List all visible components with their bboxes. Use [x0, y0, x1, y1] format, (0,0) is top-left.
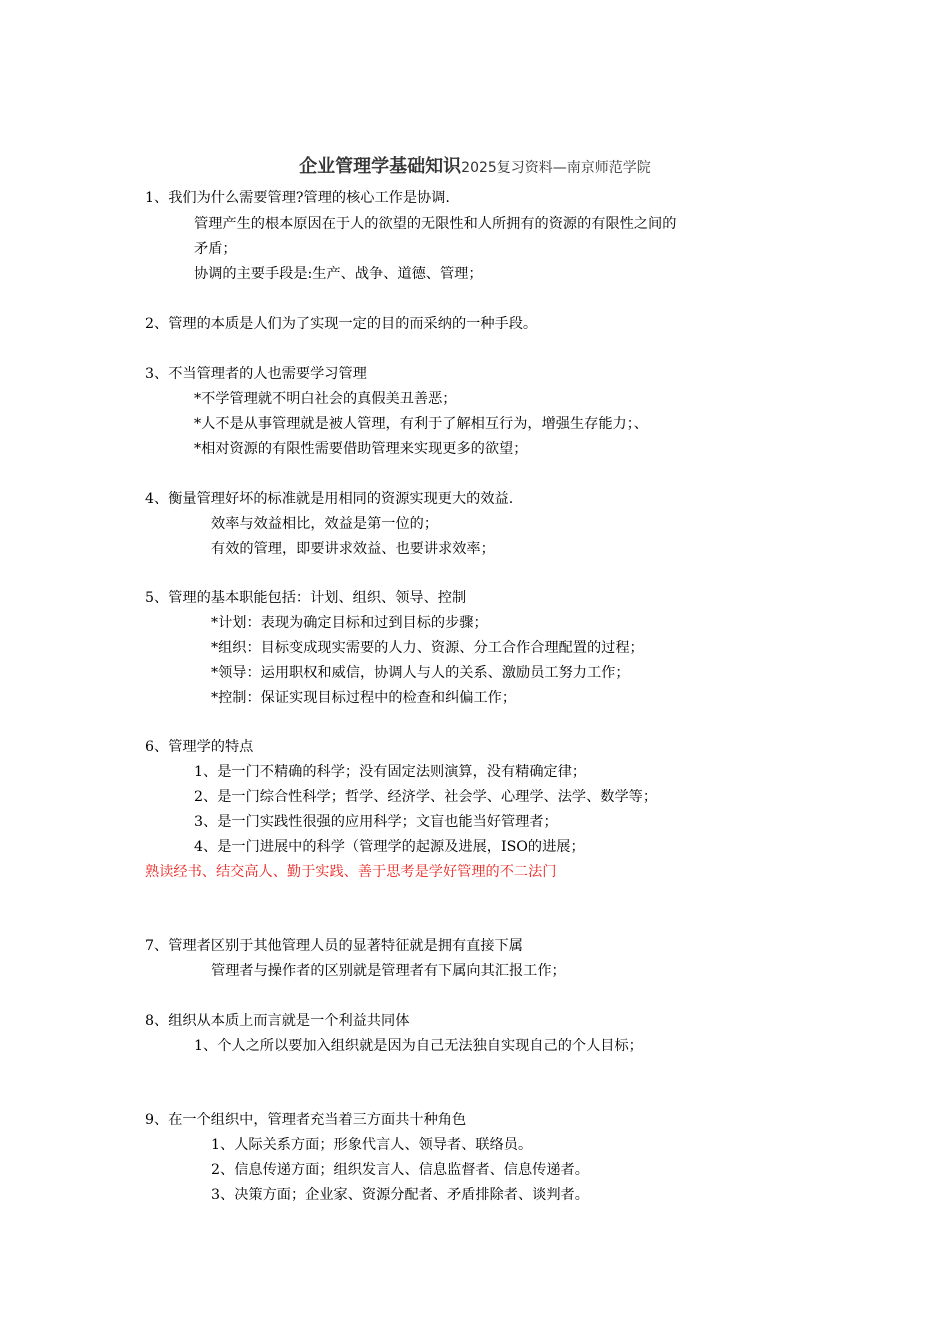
- section-1-text: 管理产生的根本原因在于人的欲望的无限性和人所拥有的资源的有限性之间的: [194, 216, 677, 232]
- section-7-text: 管理者与操作者的区别就是管理者有下属向其汇报工作；: [211, 963, 566, 979]
- section-1-text: 矛盾；: [194, 241, 237, 257]
- section-3-bullet: *相对资源的有限性需要借助管理来实现更多的欲望；: [194, 441, 528, 457]
- section-3-bullet: *不学管理就不明白社会的真假美丑善恶；: [194, 391, 457, 407]
- highlight-note: 熟读经书、结交高人、勤于实践、善于思考是学好管理的不二法门: [145, 864, 557, 880]
- section-7-heading: 7、管理者区别于其他管理人员的显著特征就是拥有直接下属: [145, 938, 523, 954]
- section-9-item: 1、人际关系方面；形象代言人、领导者、联络员。: [211, 1137, 533, 1153]
- title-main: 企业管理学基础知识: [299, 156, 462, 177]
- section-9-heading: 9、在一个组织中，管理者充当着三方面共十种角色: [145, 1112, 467, 1128]
- section-3-bullet: *人不是从事管理就是被人管理，有利于了解相互行为，增强生存能力；、: [194, 416, 648, 432]
- section-1-heading: 1、我们为什么需要管理?管理的核心工作是协调.: [145, 190, 450, 206]
- section-5-bullet: *领导：运用职权和威信，协调人与人的关系、激励员工努力工作；: [211, 665, 630, 681]
- section-5-bullet: *组织：目标变成现实需要的人力、资源、分工合作合理配置的过程；: [211, 640, 644, 656]
- section-9-item: 3、决策方面；企业家、资源分配者、矛盾排除者、谈判者。: [211, 1187, 589, 1203]
- section-5-bullet: *控制：保证实现目标过程中的检查和纠偏工作；: [211, 690, 517, 706]
- section-4-text: 有效的管理，即要讲求效益、也要讲求效率；: [211, 541, 495, 557]
- document-title: [0, 152, 950, 178]
- title-sub: 2025复习资料—南京师范学院: [461, 160, 651, 176]
- section-6-item: 3、是一门实践性很强的应用科学；文盲也能当好管理者；: [194, 814, 558, 830]
- section-4-text: 效率与效益相比，效益是第一位的；: [211, 516, 439, 532]
- section-2-heading: 2、管理的本质是人们为了实现一定的目的而采纳的一种手段。: [145, 316, 538, 332]
- section-6-item: 4、是一门进展中的科学（管理学的起源及进展，ISO的进展；: [194, 839, 585, 855]
- section-4-heading: 4、衡量管理好坏的标准就是用相同的资源实现更大的效益.: [145, 491, 514, 507]
- section-5-heading: 5、管理的基本职能包括：计划、组织、领导、控制: [145, 590, 467, 606]
- section-6-item: 1、是一门不精确的科学；没有固定法则演算，没有精确定律；: [194, 764, 587, 780]
- section-6-item: 2、是一门综合性科学；哲学、经济学、社会学、心理学、法学、数学等；: [194, 789, 658, 805]
- section-3-heading: 3、不当管理者的人也需要学习管理: [145, 366, 367, 382]
- section-5-bullet: *计划：表现为确定目标和过到目标的步骤；: [211, 615, 488, 631]
- section-1-text: 协调的主要手段是:生产、战争、道德、管理；: [194, 266, 483, 282]
- section-8-item: 1、个人之所以要加入组织就是因为自己无法独自实现自己的个人目标；: [194, 1038, 643, 1054]
- section-8-heading: 8、组织从本质上而言就是一个利益共同体: [145, 1013, 410, 1029]
- section-9-item: 2、信息传递方面；组织发言人、信息监督者、信息传递者。: [211, 1162, 589, 1178]
- section-6-heading: 6、管理学的特点: [145, 739, 254, 755]
